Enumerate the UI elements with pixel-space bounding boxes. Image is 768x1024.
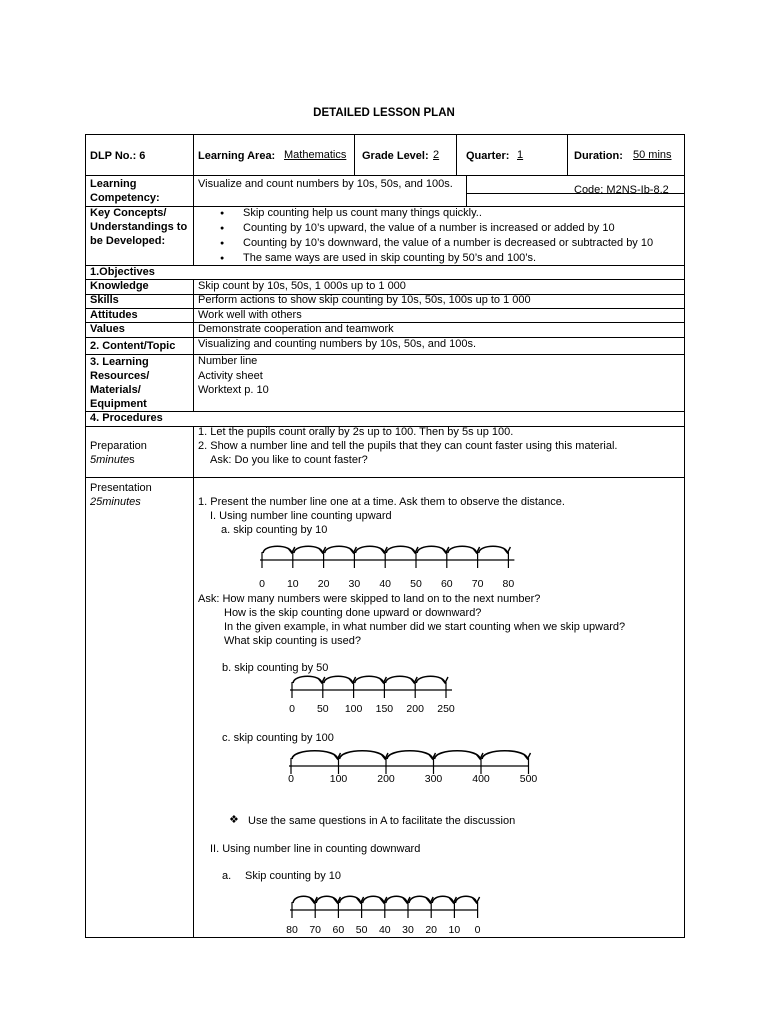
tick-label: 40 bbox=[379, 578, 392, 590]
knowledge-text: Skip count by 10s, 50s, 1 000s up to 1 000 bbox=[198, 280, 406, 292]
key-concepts-label: Key Concepts/ bbox=[90, 207, 167, 219]
list-item: ● The same ways are used in skip counting by 50’s and 100’s. bbox=[214, 251, 653, 266]
tick-label: 200 bbox=[377, 773, 395, 785]
tick-label: 0 bbox=[288, 773, 294, 785]
discussion-note: Use the same questions in A to facilitate the discussion bbox=[248, 815, 516, 827]
presentation-time: 25minutes bbox=[90, 496, 141, 508]
tick-label: 40 bbox=[378, 924, 391, 936]
part-one-heading: I. Using number line counting upward bbox=[210, 510, 392, 522]
tick-label: 50 bbox=[355, 924, 368, 936]
values-label: Values bbox=[90, 323, 125, 335]
tick-label: 300 bbox=[424, 773, 443, 785]
resource-item: Number line bbox=[198, 355, 258, 367]
skip-50-label: b. skip counting by 50 bbox=[222, 662, 329, 674]
tick-label: 50 bbox=[410, 578, 422, 590]
list-item: ● Counting by 10’s downward, the value of a number is decreased or subtracted by 10 bbox=[214, 236, 653, 251]
preparation-step: 2. Show a number line and tell the pupils that they can count faster using this material. bbox=[198, 440, 618, 452]
grade-level-value: 2 bbox=[433, 149, 440, 161]
skip-down-label: Skip counting by 10 bbox=[245, 870, 342, 882]
knowledge-label: Knowledge bbox=[90, 280, 149, 292]
tick-label: 50 bbox=[316, 703, 329, 715]
tick-label: 80 bbox=[286, 924, 298, 936]
tick-label: 200 bbox=[406, 703, 424, 715]
quarter-value: 1 bbox=[517, 149, 524, 161]
preparation-step: Ask: Do you like to count faster? bbox=[210, 454, 368, 466]
tick-label: 150 bbox=[375, 703, 394, 715]
dlp-number: DLP No.: 6 bbox=[90, 150, 146, 162]
preparation-step: 1. Let the pupils count orally by 2s up to 100. Then by 5s up 100. bbox=[198, 426, 514, 438]
resources-label: 3. Learning bbox=[90, 356, 149, 368]
tick-label: 0 bbox=[289, 703, 295, 715]
question: Ask: How many numbers were skipped to land on to the next number? bbox=[198, 593, 541, 605]
resources-label: Materials/ bbox=[90, 384, 141, 396]
tick-label: 0 bbox=[259, 578, 265, 590]
question: How is the skip counting done upward or downward? bbox=[224, 607, 482, 619]
tick-label: 30 bbox=[402, 924, 414, 936]
list-item: ● Counting by 10’s upward, the value of a number is increased or added by 10 bbox=[214, 221, 653, 236]
preparation-label: Preparation bbox=[90, 440, 147, 452]
competency-text: Visualize and count numbers by 10s, 50s, and 100s. bbox=[198, 178, 453, 190]
resource-item: Activity sheet bbox=[198, 370, 263, 382]
competency-code: Code: M2NS-Ib-8.2 bbox=[574, 184, 669, 196]
tick-label: 60 bbox=[332, 924, 345, 936]
tick-label: 500 bbox=[519, 773, 538, 785]
objectives-heading: 1.Objectives bbox=[90, 266, 155, 278]
part-two-heading: II. Using number line in counting downward bbox=[210, 843, 421, 855]
attitudes-text: Work well with others bbox=[198, 309, 302, 321]
tick-label: 250 bbox=[437, 703, 455, 715]
presentation-label: Presentation bbox=[90, 482, 152, 494]
skip-10-label: a. skip counting by 10 bbox=[221, 524, 328, 536]
resources-label: Resources/ bbox=[90, 370, 150, 382]
tick-label: 60 bbox=[440, 578, 453, 590]
duration-label: Duration: bbox=[574, 150, 623, 162]
content-text: Visualizing and counting numbers by 10s, 50s, and 100s. bbox=[198, 338, 477, 350]
key-concepts-label: Understandings to bbox=[90, 221, 188, 233]
presentation-intro: 1. Present the number line one at a time. Ask them to observe the distance. bbox=[198, 496, 565, 508]
tick-label: 10 bbox=[286, 578, 299, 590]
question: What skip counting is used? bbox=[224, 635, 361, 647]
tick-label: 30 bbox=[348, 578, 361, 590]
resources-label: Equipment bbox=[90, 398, 147, 410]
tick-label: 100 bbox=[329, 773, 348, 785]
tick-label: 400 bbox=[472, 773, 490, 785]
learning-area-label: Learning Area: bbox=[198, 150, 276, 162]
skills-text: Perform actions to show skip counting by 10s, 50s, 100s up to 1 000 bbox=[198, 294, 531, 306]
list-item: ● Skip counting help us count many things quickly.. bbox=[214, 206, 653, 221]
tick-label: 20 bbox=[317, 578, 330, 590]
tick-label: 10 bbox=[448, 924, 461, 936]
duration-value: 50 mins bbox=[633, 149, 672, 161]
tick-label: 70 bbox=[471, 578, 484, 590]
quarter-label: Quarter: bbox=[466, 150, 510, 162]
skills-label: Skills bbox=[90, 294, 119, 306]
content-label: 2. Content/Topic bbox=[90, 340, 176, 352]
tick-label: 80 bbox=[502, 578, 515, 590]
key-concepts-label: be Developed: bbox=[90, 235, 166, 247]
tick-label: 70 bbox=[309, 924, 322, 936]
question: In the given example, in what number did we start counting when we skip upward? bbox=[224, 621, 626, 633]
skip-100-label: c. skip counting by 100 bbox=[222, 732, 334, 744]
preparation-time-suffix: s bbox=[129, 454, 135, 466]
tick-label: 100 bbox=[344, 703, 363, 715]
diamond-bullet-icon: ❖ bbox=[229, 814, 239, 826]
skip-down-prefix: a. bbox=[222, 870, 232, 882]
attitudes-label: Attitudes bbox=[90, 309, 138, 321]
tick-label: 0 bbox=[474, 924, 481, 936]
preparation-time-value: 5minute bbox=[90, 454, 130, 466]
grade-level-label: Grade Level: bbox=[362, 150, 429, 162]
learning-area-value: Mathematics bbox=[284, 149, 347, 161]
values-text: Demonstrate cooperation and teamwork bbox=[198, 323, 394, 335]
competency-label: Competency: bbox=[90, 192, 160, 204]
page-title: DETAILED LESSON PLAN bbox=[313, 107, 455, 119]
tick-label: 20 bbox=[425, 924, 438, 936]
procedures-heading: 4. Procedures bbox=[90, 412, 163, 424]
resource-item: Worktext p. 10 bbox=[198, 384, 269, 396]
competency-label: Learning bbox=[90, 178, 137, 190]
